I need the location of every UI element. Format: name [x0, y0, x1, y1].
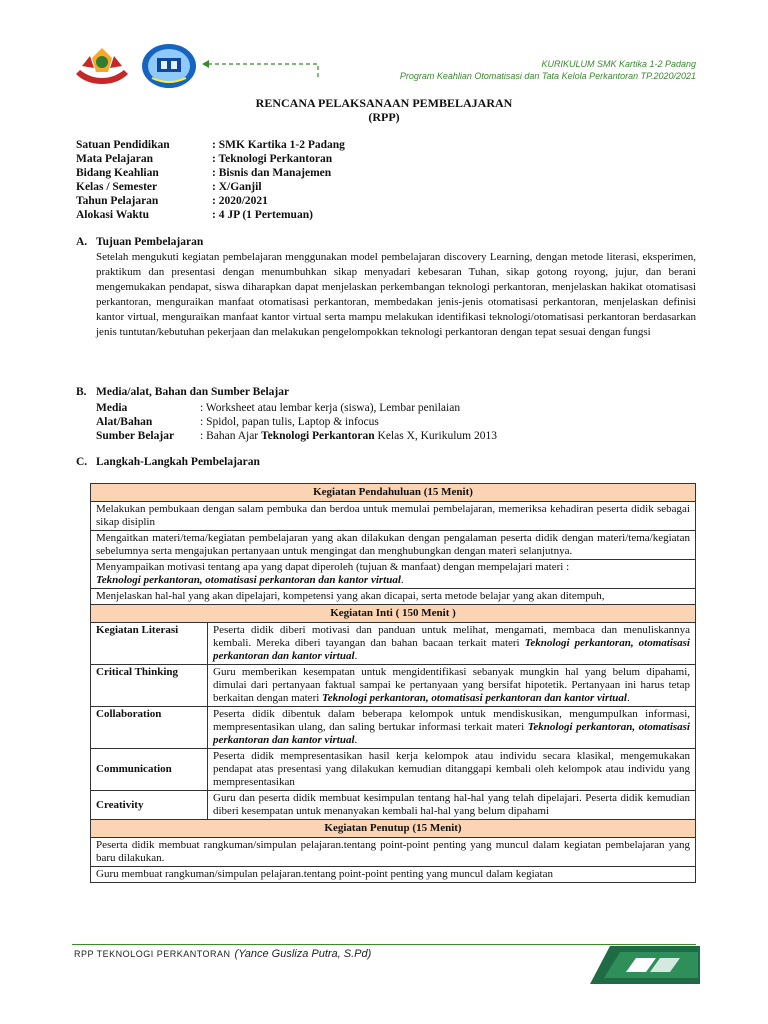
- section-title: Media/alat, Bahan dan Sumber Belajar: [96, 386, 290, 398]
- identity-value: : 4 JP (1 Pertemuan): [212, 209, 313, 221]
- table-row: Collaboration Peserta didik dibentuk dalam beberapa kelompok untuk mendiskusikan, mengumpulkan informasi, mempresentasikan ulang, dan saling bertukar informasi terkait materi Teknologi perkantoran, otomatisasi perkantoran dan kantor virtual.: [91, 707, 696, 749]
- media-value: : Bahan Ajar Teknologi Perkantoran Kelas X, Kurikulum 2013: [200, 430, 497, 442]
- media-value: : Worksheet atau lembar kerja (siswa), Lembar penilaian: [200, 402, 461, 414]
- footer-label: RPP TEKNOLOGI PERKANTORAN (Yance Gusliza Putra, S.Pd): [74, 948, 372, 960]
- section-b-heading: [76, 386, 289, 398]
- identity-value: : 2020/2021: [212, 195, 268, 207]
- section-number: A.: [76, 236, 88, 248]
- identity-key: Tahun Pelajaran: [76, 195, 159, 207]
- table-row: Kegiatan Literasi Peserta didik diberi motivasi dan panduan untuk melihat, mengamati, membaca dan menuliskannya kembali. Mereka diberi tayangan dan bahan bacaan terkait materi Teknologi perkantoran, otomatisasi perkantoran dan kantor virtual.: [91, 623, 696, 665]
- identity-value: : X/Ganjil: [212, 181, 262, 193]
- table-row: Critical Thinking Guru memberikan kesempatan untuk mengidentifikasi sebanyak mungkin hal yang belum dipahami, dimulai dari pertanyaan faktual sampai ke pertanyaan yang bersifat hipotetik. Pertanyaan ini harus tetap berkaitan dengan materi Teknologi perkantoran, otomatisasi perkantoran dan kantor virtual.: [91, 665, 696, 707]
- section-number: B.: [76, 386, 87, 398]
- identity-key: Bidang Keahlian: [76, 167, 159, 179]
- curriculum-header: [400, 58, 696, 82]
- doc-title: RENCANA PELAKSANAAN PEMBELAJARAN: [255, 96, 513, 110]
- table-row: Mengaitkan materi/tema/kegiatan pembelajaran yang akan dilakukan dengan pengalaman peserta didik dengan materi/tema/kegiatan sebelumnya serta mengajukan pertanyaan untuk mengingat dan menghubungkan dengan materi selanjutnya.: [91, 531, 696, 560]
- media-block: [96, 401, 497, 443]
- identity-value: : Bisnis dan Manajemen: [212, 167, 332, 179]
- identity-key: Alokasi Waktu: [76, 209, 149, 221]
- learning-steps-table: [90, 483, 696, 883]
- header-connector-line: [200, 60, 320, 80]
- media-key: Alat/Bahan: [96, 416, 153, 428]
- identity-key: Mata Pelajaran: [76, 153, 153, 165]
- identity-block: [76, 138, 345, 222]
- table-row: Peserta didik membuat rangkuman/simpulan pelajaran.tentang point-point penting yang muncul dalam kegiatan pembelajaran yang baru dilakukan.: [91, 838, 696, 867]
- program-line: Program Keahlian Otomatisasi dan Tata Kelola Perkantoran TP.2020/2021: [399, 71, 696, 81]
- section-number: C.: [76, 456, 88, 468]
- table-header: Kegiatan Inti ( 150 Menit ): [91, 605, 696, 623]
- identity-value: : SMK Kartika 1-2 Padang: [212, 139, 345, 151]
- section-title: Langkah-Langkah Pembelajaran: [96, 456, 260, 468]
- table-row: Communication Peserta didik mempresentasikan hasil kerja kelompok atau individu secara klasikal, mengemukakan pendapat atas presentasi yang dilakukan kemudian ditanggapi kembali oleh kelompok atau individu yang mempresentasikan: [91, 749, 696, 791]
- table-row: Guru membuat rangkuman/simpulan pelajaran.tentang point-point penting yang muncul dalam kegiatan: [91, 867, 696, 883]
- footer-author: (Yance Gusliza Putra, S.Pd): [234, 948, 372, 960]
- section-a-heading: [76, 236, 203, 248]
- blue-oval-emblem-icon: [140, 42, 198, 90]
- school-crest-icon: [72, 44, 132, 88]
- section-title: Tujuan Pembelajaran: [96, 236, 204, 248]
- table-header: Kegiatan Pendahuluan (15 Menit): [91, 484, 696, 502]
- media-value: : Spidol, papan tulis, Laptop & infocus: [200, 416, 379, 428]
- section-c-heading: [76, 456, 260, 468]
- table-row: Menjelaskan hal-hal yang akan dipelajari, kompetensi yang akan dicapai, serta metode belajar yang akan ditempuh,: [91, 589, 696, 605]
- table-row: Melakukan pembukaan dengan salam pembuka dan berdoa untuk memulai pembelajaran, memeriksa kehadiran peserta didik sebagai sikap disiplin: [91, 502, 696, 531]
- table-row: Creativity Guru dan peserta didik membuat kesimpulan tentang hal-hal yang telah dipelajari. Peserta didik kemudian diberi kesempatan untuk menanyakan kembali hal-hal yang belum dipahami: [91, 791, 696, 820]
- footer-chevron-icon: [590, 944, 700, 986]
- curriculum-line: KURIKULUM SMK Kartika 1-2 Padang: [541, 59, 696, 69]
- media-key: Media: [96, 402, 128, 414]
- identity-value: : Teknologi Perkantoran: [212, 153, 333, 165]
- section-a-text: Setelah mengukuti kegiatan pembelajaran menggunakan model pembelajaran discovery Learning, dengan metode literasi, eksperimen, praktikum dan presentasi dengan menumbuhkan sikap menyadari kebesaran Tuhan, sikap gotong royong, jujur, dan berani mengemukakan pendapat, siswa diharapkan dapat menjelaskan perkembangan teknologi perkantoran, menjelaskan hakikat otomatisasi perkantoran, menguraikan manfaat otomatisasi perkantoran, membedakan jenis-jenis otomatisasi perkantoran, menjelaskan definisi kantor virtual, menguraikan manfaat kantor virtual serta mampu melakukan identifikasi teknologi/otomatisasi perkantoran berdasarkan jenis tuntutan/kebutuhan pekerjaan dan melakukan pengelompokkan teknologi perkantoran dengan tepat sesuai dengan fungsi: [96, 251, 696, 338]
- identity-key: Kelas / Semester: [76, 181, 158, 193]
- table-header: Kegiatan Penutup (15 Menit): [91, 820, 696, 838]
- doc-subtitle: (RPP): [368, 110, 400, 124]
- table-row: Menyampaikan motivasi tentang apa yang dapat diperoleh (tujuan & manfaat) dengan mempelajari materi : Teknologi perkantoran, otomatisasi perkantoran dan kantor virtual.: [91, 560, 696, 589]
- media-key: Sumber Belajar: [96, 430, 175, 442]
- identity-key: Satuan Pendidikan: [76, 139, 170, 151]
